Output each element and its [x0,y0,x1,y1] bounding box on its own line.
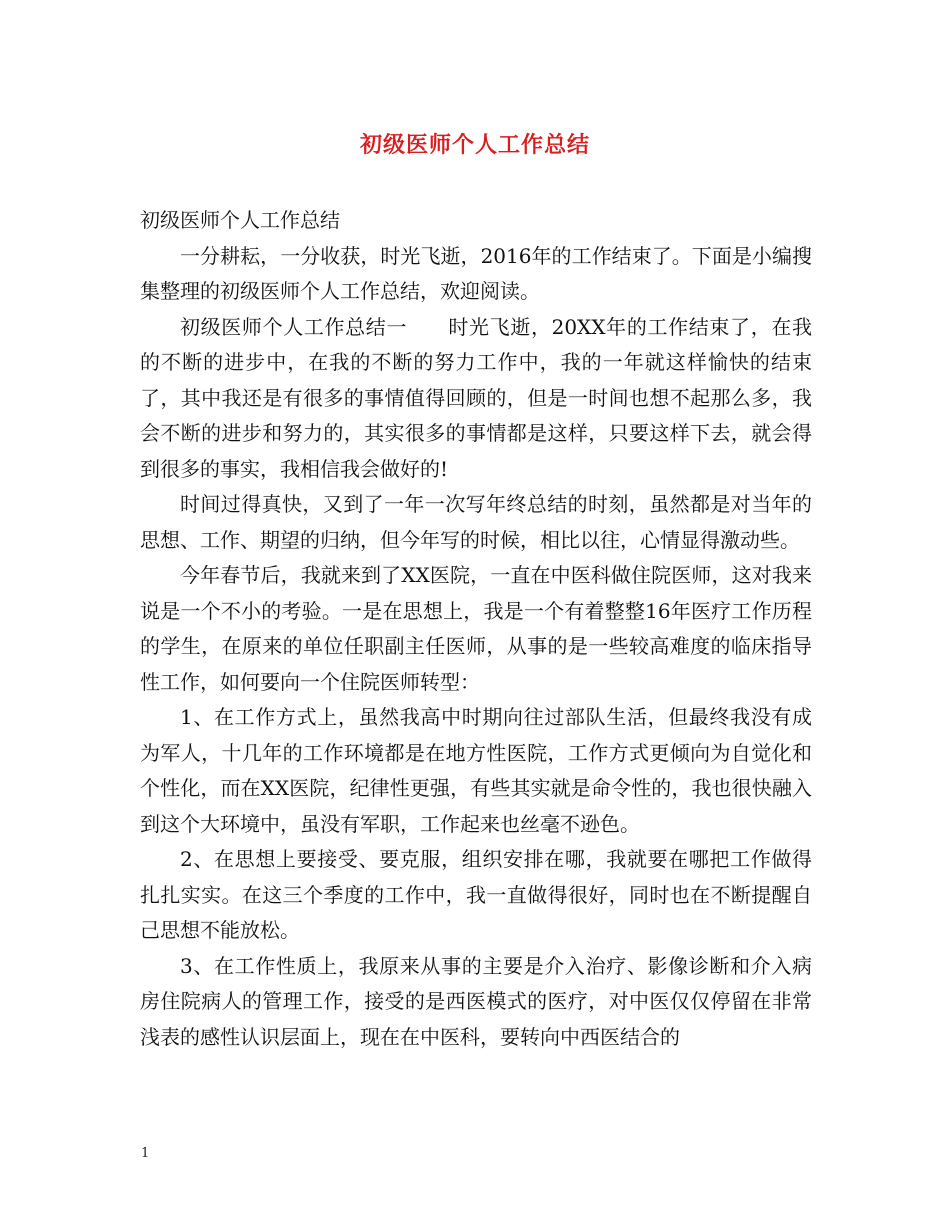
paragraph-3: 时间过得真快，又到了一年一次写年终总结的时刻，虽然都是对当年的思想、工作、期望的归纳，但今年写的时候，相比以往，心情显得激动些。 [140,492,812,552]
paragraph-4: 今年春节后，我就来到了XX医院，一直在中医科做住院医师，这对我来说是一个不小的考验。一是在思想上，我是一个有着整整16年医疗工作历程的学生，在原来的单位任职副主任医师，从事的是一些较高难度的临床指导性工作，如何要向一个住院医师转型： [140,563,812,694]
paragraph-1: 一分耕耘，一分收获，时光飞逝，2016年的工作结束了。下面是小编搜集整理的初级医师个人工作总结，欢迎阅读。 [140,243,812,303]
paragraph-7: 3、在工作性质上，我原来从事的主要是介入治疗、影像诊断和介入病房住院病人的管理工作，接受的是西医模式的医疗，对中医仅仅停留在非常浅表的感性认识层面上，现在在中医科，要转向中西医结合的 [140,953,812,1049]
paragraph-5: 1、在工作方式上，虽然我高中时期向往过部队生活，但最终我没有成为军人，十几年的工作环境都是在地方性医院，工作方式更倾向为自觉化和个性化，而在XX医院，纪律性更强，有些其实就是命令性的，我也很快融入到这个大环境中，虽没有军职，工作起来也丝毫不逊色。 [140,705,812,836]
paragraph-6: 2、在思想上要接受、要克服，组织安排在哪，我就要在哪把工作做得扎扎实实。在这三个季度的工作中，我一直做得很好，同时也在不断提醒自己思想不能放松。 [140,847,812,942]
document-title: 初级医师个人工作总结 [359,132,590,158]
page-number: 1 [141,1146,150,1161]
document-body [140,203,812,1055]
section-heading: 初级医师个人工作总结 [140,208,340,232]
paragraph-2: 初级医师个人工作总结一 时光飞逝，20XX年的工作结束了，在我的不断的进步中，在我的不断的努力工作中，我的一年就这样愉快的结束了，其中我还是有很多的事情值得回顾的，但是一时间也想不起那么多，我会不断的进步和努力的，其实很多的事情都是这样，只要这样下去，就会得到很多的事实，我相信我会做好的! [140,314,812,481]
